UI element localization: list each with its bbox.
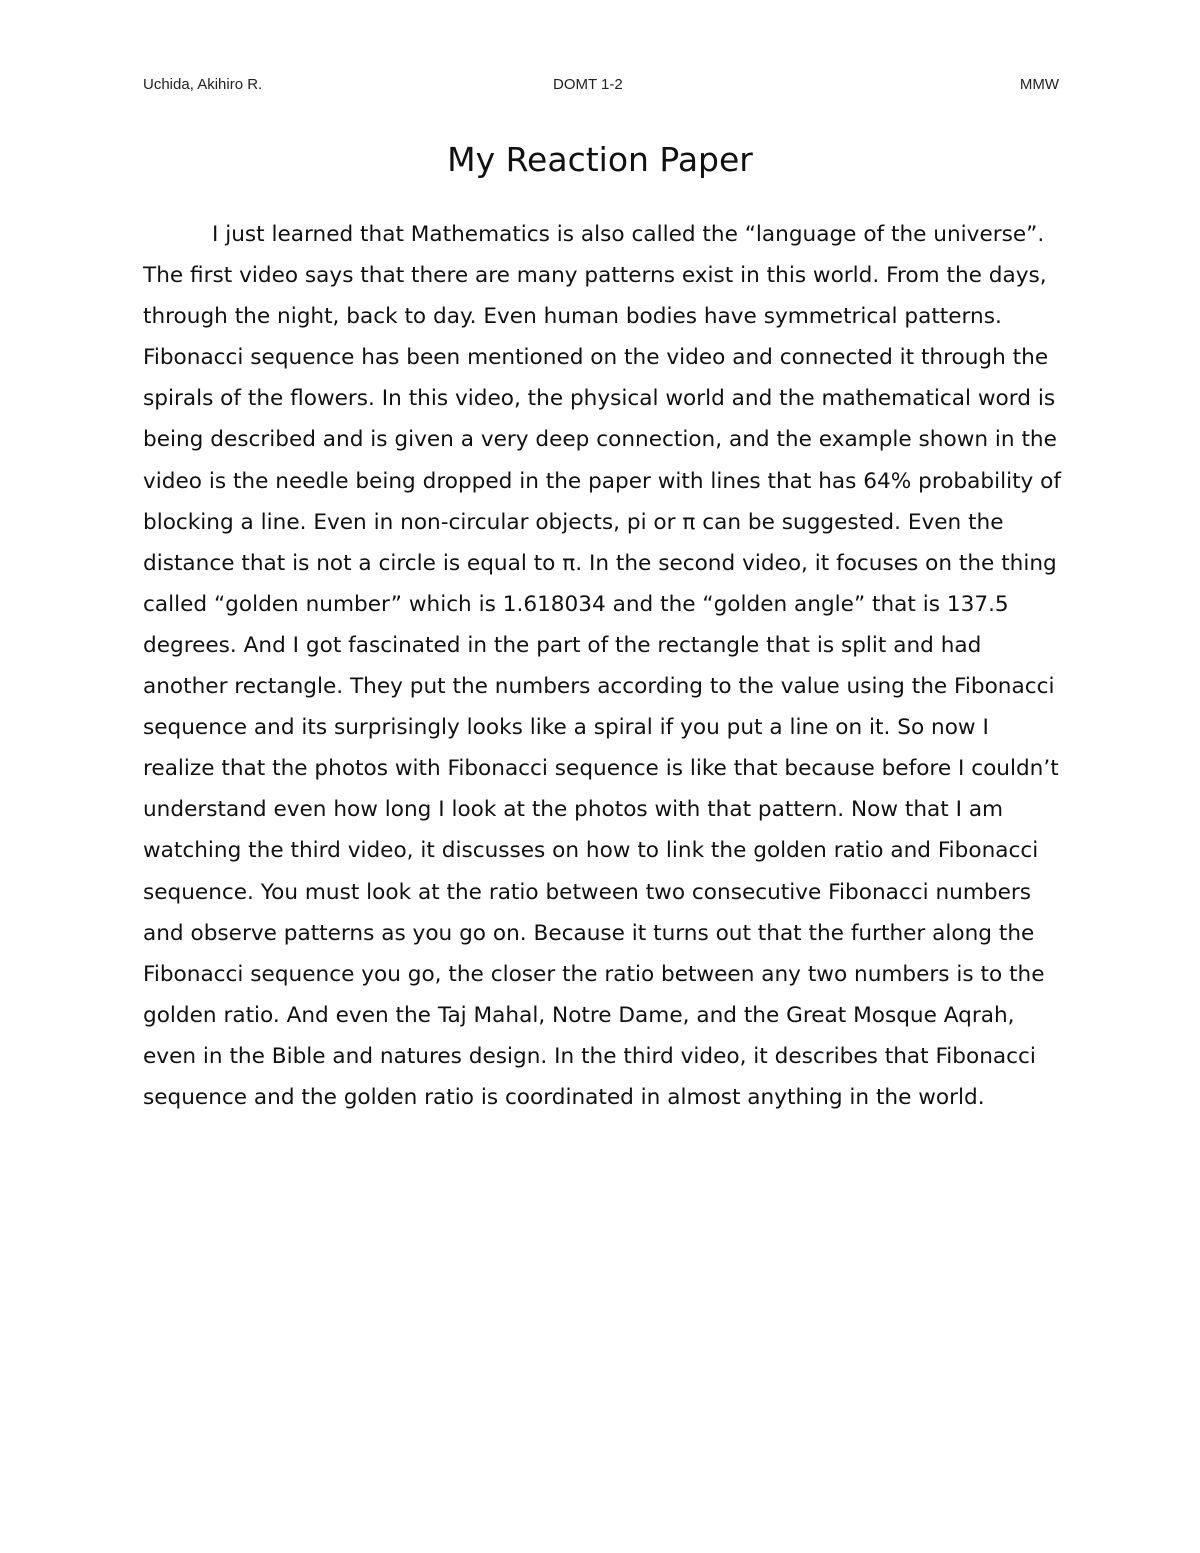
header-author: Uchida, Akihiro R. bbox=[143, 76, 263, 93]
header-subject: MMW bbox=[1019, 76, 1059, 93]
body-paragraph: I just learned that Mathematics is also called the “language of the universe”. The first video says that there are many patterns exist in this world. From the days, through the night, back to day. Even human bodies have symmetrical patterns. Fibonacci sequence has been mentioned on the video and connected it through the spirals of the flowers. In this video, the physical world and the mathematical word is being described and is given a very deep connection, and the example shown in the video is the needle being dropped in the paper with lines that has 64% probability of blocking a line. Even in non-circular objects, pi or π can be suggested. Even the distance that is not a circle is equal to π. In the second video, it focuses on the thing called “golden number” which is 1.618034 and the “golden angle” that is 137.5 degrees. And I got fascinated in the part of the rectangle that is split and had another rectangle. They put the numbers according to the value using the Fibonacci sequence and its surprisingly looks like a spiral if you put a line on it. So now I realize that the photos with Fibonacci sequence is like that because before I couldn’t understand even how long I look at the photos with that pattern. Now that I am watching the third video, it discusses on how to link the golden ratio and Fibonacci sequence. You must look at the ratio between two consecutive Fibonacci numbers and observe patterns as you go on. Because it turns out that the further along the Fibonacci sequence you go, the closer the ratio between any two numbers is to the golden ratio. And even the Taj Mahal, Notre Dame, and the Great Mosque Aqrah, even in the Bible and natures design. In the third video, it describes that Fibonacci sequence and the golden ratio is coordinated in almost anything in the world. bbox=[143, 222, 1061, 1110]
page-header bbox=[143, 76, 1059, 98]
header-course: DOMT 1-2 bbox=[553, 76, 623, 93]
document-title: My Reaction Paper bbox=[447, 140, 753, 179]
